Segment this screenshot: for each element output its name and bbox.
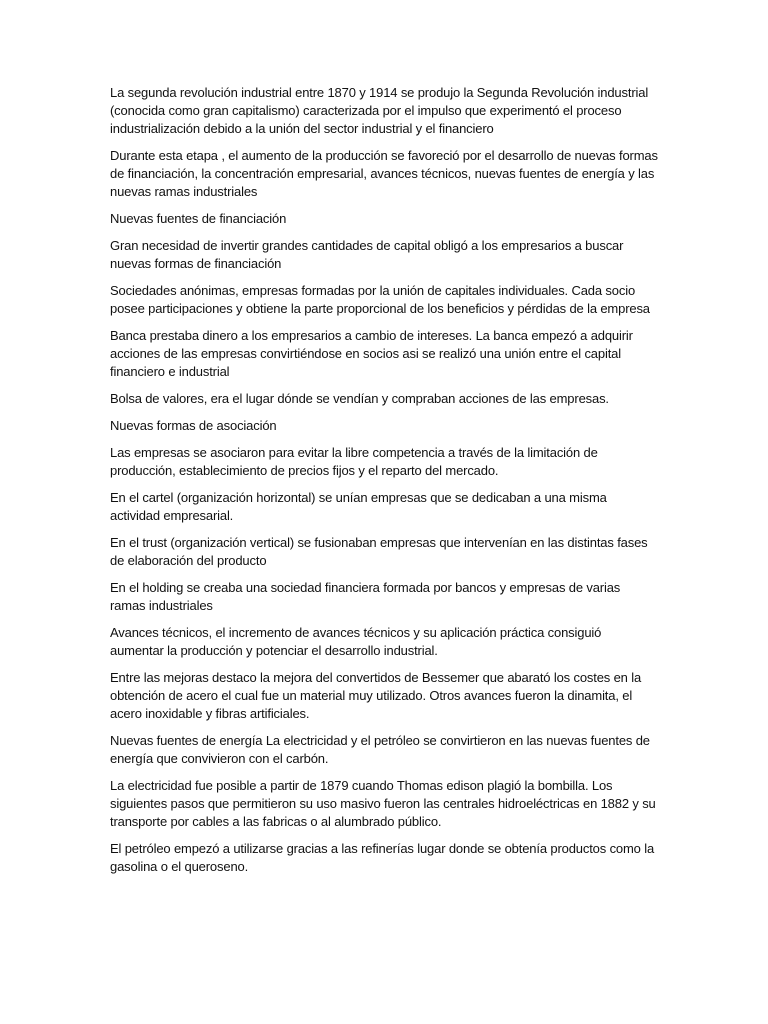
paragraph-bolsa: Bolsa de valores, era el lugar dónde se vendían y compraban acciones de las empresas. — [110, 391, 609, 406]
paragraph-holding: En el holding se creaba una sociedad financiera formada por bancos y empresas de varias ramas industriales — [110, 580, 621, 613]
paragraph-electricidad: La electricidad fue posible a partir de 1879 cuando Thomas edison plagió la bombilla. Los siguientes pasos que permitieron su uso masivo fueron las centrales hidroeléctricas en 1882 y su transporte por cables a las fabricas o al alumbrado público. — [110, 778, 656, 829]
heading-asociacion: Nuevas formas de asociación — [110, 418, 277, 433]
paragraph-competencia: Las empresas se asociaron para evitar la libre competencia a través de la limitación de producción, establecimiento de precios fijos y el reparto del mercado. — [110, 445, 598, 478]
document-body — [110, 84, 658, 885]
paragraph-intro: La segunda revolución industrial entre 1870 y 1914 se produjo la Segunda Revolución industrial (conocida como gran capitalismo) caracterizada por el impulso que experimentó el proceso industrialización debido a la unión del sector industrial y el financiero — [110, 85, 649, 136]
paragraph-petroleo: El petróleo empezó a utilizarse gracias a las refinerías lugar donde se obtenía productos como la gasolina o el queroseno. — [110, 841, 655, 874]
paragraph-necesidad: Gran necesidad de invertir grandes cantidades de capital obligó a los empresarios a buscar nuevas formas de financiación — [110, 238, 624, 271]
heading-financiacion: Nuevas fuentes de financiación — [110, 211, 287, 226]
paragraph-energia: Nuevas fuentes de energía La electricidad y el petróleo se convirtieron en las nuevas fuentes de energía que convivieron con el carbón. — [110, 733, 650, 766]
paragraph-bessemer: Entre las mejoras destaco la mejora del convertidos de Bessemer que abarató los costes en la obtención de acero el cual fue un material muy utilizado. Otros avances fueron la dinamita, el acero inoxidable y fibras artificiales. — [110, 670, 642, 721]
paragraph-etapa: Durante esta etapa , el aumento de la producción se favoreció por el desarrollo de nuevas formas de financiación, la concentración empresarial, avances técnicos, nuevas fuentes de energía y las nuevas ramas industriales — [110, 148, 658, 199]
paragraph-avances: Avances técnicos, el incremento de avances técnicos y su aplicación práctica consiguió aumentar la producción y potenciar el desarrollo industrial. — [110, 625, 602, 658]
paragraph-trust: En el trust (organización vertical) se fusionaban empresas que intervenían en las distintas fases de elaboración del producto — [110, 535, 648, 568]
paragraph-sociedades: Sociedades anónimas, empresas formadas por la unión de capitales individuales. Cada socio posee participaciones y obtiene la parte proporcional de los beneficios y pérdidas de la empresa — [110, 283, 650, 316]
paragraph-banca: Banca prestaba dinero a los empresarios a cambio de intereses. La banca empezó a adquirir acciones de las empresas convirtiéndose en socios asi se realizó una unión entre el capital financiero e industrial — [110, 328, 633, 379]
paragraph-cartel: En el cartel (organización horizontal) se unían empresas que se dedicaban a una misma actividad empresarial. — [110, 490, 607, 523]
